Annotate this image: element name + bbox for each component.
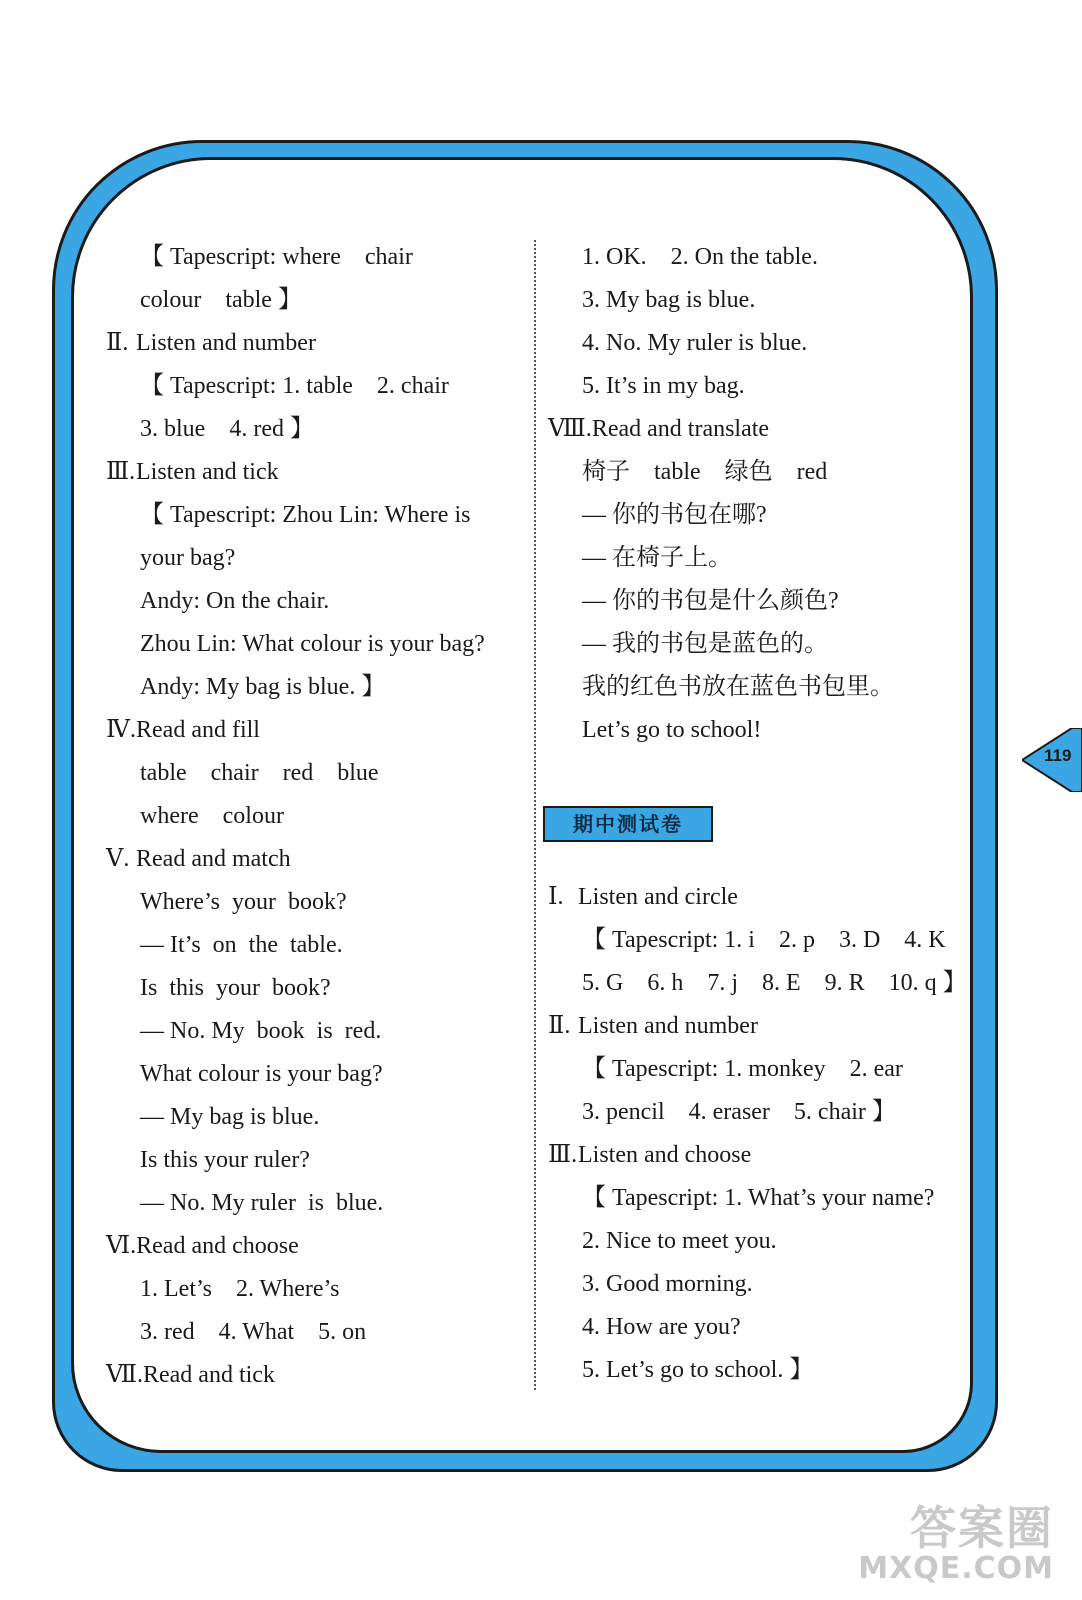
line-text: Listen and circle xyxy=(578,884,738,910)
text-line xyxy=(548,919,988,962)
line-text: Andy: On the chair. xyxy=(140,588,330,614)
roman-numeral: Ⅱ. xyxy=(548,1013,571,1039)
text-line xyxy=(106,365,526,408)
text-line xyxy=(548,1177,988,1220)
column-divider xyxy=(534,240,536,1390)
right-column-top xyxy=(548,236,988,752)
line-text: 3. My bag is blue. xyxy=(582,287,756,313)
watermark xyxy=(858,1501,1054,1586)
text-line xyxy=(548,279,988,322)
text-line xyxy=(548,236,988,279)
line-text: — It’s on the table. xyxy=(140,932,343,958)
roman-numeral: Ⅷ. xyxy=(548,416,592,442)
roman-numeral: Ⅶ. xyxy=(106,1362,143,1388)
line-text: Zhou Lin: What colour is your bag? xyxy=(140,631,485,657)
section-heading xyxy=(106,838,526,881)
line-text: 【 Tapescript: Zhou Lin: Where is xyxy=(140,502,471,528)
line-text: 3. blue 4. red 】 xyxy=(140,416,314,442)
text-line xyxy=(106,236,526,279)
roman-numeral: Ⅳ. xyxy=(106,717,136,743)
text-line xyxy=(106,623,526,666)
line-text: colour table 】 xyxy=(140,287,302,313)
text-line xyxy=(106,1010,526,1053)
section-title-banner: 期中测试卷 xyxy=(543,806,713,842)
text-line xyxy=(106,1268,526,1311)
text-line xyxy=(548,1306,988,1349)
section-heading xyxy=(106,451,526,494)
section-heading xyxy=(548,876,988,919)
text-line xyxy=(106,1311,526,1354)
section-heading xyxy=(106,1354,526,1397)
roman-numeral: Ⅱ. xyxy=(106,330,129,356)
text-line xyxy=(548,666,988,709)
section-heading xyxy=(106,322,526,365)
line-text: 3. Good morning. xyxy=(582,1271,753,1297)
line-text: 椅子 table 绿色 red xyxy=(582,459,828,485)
line-text: Is this your book? xyxy=(140,975,331,1001)
line-text: table chair red blue xyxy=(140,760,379,786)
watermark-logo: 答案圈 xyxy=(910,1501,1054,1555)
line-text: 3. pencil 4. eraser 5. chair 】 xyxy=(582,1099,896,1125)
roman-numeral: Ⅵ. xyxy=(106,1233,137,1259)
page-number: 119 xyxy=(1044,746,1072,765)
text-line xyxy=(548,1220,988,1263)
line-text: Read and translate xyxy=(591,416,770,442)
line-text: 我的红色书放在蓝色书包里。 xyxy=(582,674,894,700)
line-text: Where’s your book? xyxy=(140,889,347,915)
text-line xyxy=(106,1096,526,1139)
line-text: — 我的书包是蓝色的。 xyxy=(582,631,828,657)
line-text: 4. How are you? xyxy=(582,1314,741,1340)
text-line xyxy=(548,580,988,623)
line-text: 5. It’s in my bag. xyxy=(582,373,745,399)
roman-numeral: Ⅲ. xyxy=(548,1142,578,1168)
text-line xyxy=(106,795,526,838)
page-number-tab xyxy=(1022,728,1082,792)
left-column xyxy=(106,236,526,1397)
roman-numeral: Ⅲ. xyxy=(106,459,136,485)
text-line xyxy=(548,537,988,580)
line-text: What colour is your bag? xyxy=(140,1061,383,1087)
line-text: — 在椅子上。 xyxy=(582,545,732,571)
line-text: — No. My book is red. xyxy=(140,1018,382,1044)
line-text: 【 Tapescript: 1. table 2. chair xyxy=(140,373,449,399)
line-text: 【 Tapescript: where chair xyxy=(140,244,413,270)
text-line xyxy=(548,709,988,752)
watermark-site: MXQE.COM xyxy=(858,1551,1054,1586)
line-text: Listen and tick xyxy=(136,459,279,485)
section-heading xyxy=(548,1005,988,1048)
text-line xyxy=(548,494,988,537)
text-line xyxy=(106,537,526,580)
section-heading xyxy=(106,709,526,752)
line-text: 5. G 6. h 7. j 8. E 9. R 10. q 】 xyxy=(582,970,967,996)
text-line xyxy=(548,1091,988,1134)
line-text: — 你的书包在哪? xyxy=(582,502,767,528)
text-line xyxy=(548,962,988,1005)
text-line xyxy=(548,623,988,666)
text-line xyxy=(106,967,526,1010)
text-line xyxy=(106,752,526,795)
text-line xyxy=(106,408,526,451)
line-text: your bag? xyxy=(140,545,236,571)
line-text: Listen and number xyxy=(578,1013,758,1039)
line-text: Is this your ruler? xyxy=(140,1147,310,1173)
line-text: Listen and number xyxy=(136,330,316,356)
line-text: Read and fill xyxy=(136,717,260,743)
roman-numeral: Ⅰ. xyxy=(548,884,564,910)
line-text: Read and match xyxy=(136,846,291,872)
line-text: Read and tick xyxy=(142,1362,275,1388)
text-line xyxy=(106,666,526,709)
line-text: 2. Nice to meet you. xyxy=(582,1228,777,1254)
text-line xyxy=(548,1263,988,1306)
line-text: 【 Tapescript: 1. i 2. p 3. D 4. K xyxy=(582,927,946,953)
line-text: — 你的书包是什么颜色? xyxy=(582,588,839,614)
section-heading xyxy=(548,408,988,451)
line-text: 1. Let’s 2. Where’s xyxy=(140,1276,340,1302)
text-line xyxy=(106,881,526,924)
line-text: Let’s go to school! xyxy=(582,717,762,743)
text-line xyxy=(106,580,526,623)
line-text: Andy: My bag is blue. 】 xyxy=(140,674,386,700)
section-heading xyxy=(106,1225,526,1268)
section-heading xyxy=(548,1134,988,1177)
text-line xyxy=(106,924,526,967)
line-text: Read and choose xyxy=(136,1233,299,1259)
right-column-bottom xyxy=(548,876,988,1392)
line-text: 【 Tapescript: 1. monkey 2. ear xyxy=(582,1056,903,1082)
text-line xyxy=(106,1139,526,1182)
line-text: — No. My ruler is blue. xyxy=(140,1190,384,1216)
line-text: 1. OK. 2. On the table. xyxy=(582,244,818,270)
line-text: 5. Let’s go to school. 】 xyxy=(582,1357,814,1383)
text-line xyxy=(106,1053,526,1096)
text-line xyxy=(548,1349,988,1392)
text-line xyxy=(106,279,526,322)
text-line xyxy=(106,494,526,537)
line-text: 【 Tapescript: 1. What’s your name? xyxy=(582,1185,935,1211)
text-line xyxy=(548,1048,988,1091)
line-text: — My bag is blue. xyxy=(140,1104,320,1130)
line-text: 3. red 4. What 5. on xyxy=(140,1319,367,1345)
line-text: Listen and choose xyxy=(578,1142,752,1168)
text-line xyxy=(548,451,988,494)
line-text: 4. No. My ruler is blue. xyxy=(582,330,808,356)
text-line xyxy=(548,365,988,408)
text-line xyxy=(548,322,988,365)
line-text: where colour xyxy=(140,803,284,829)
text-line xyxy=(106,1182,526,1225)
roman-numeral: Ⅴ. xyxy=(106,846,130,872)
